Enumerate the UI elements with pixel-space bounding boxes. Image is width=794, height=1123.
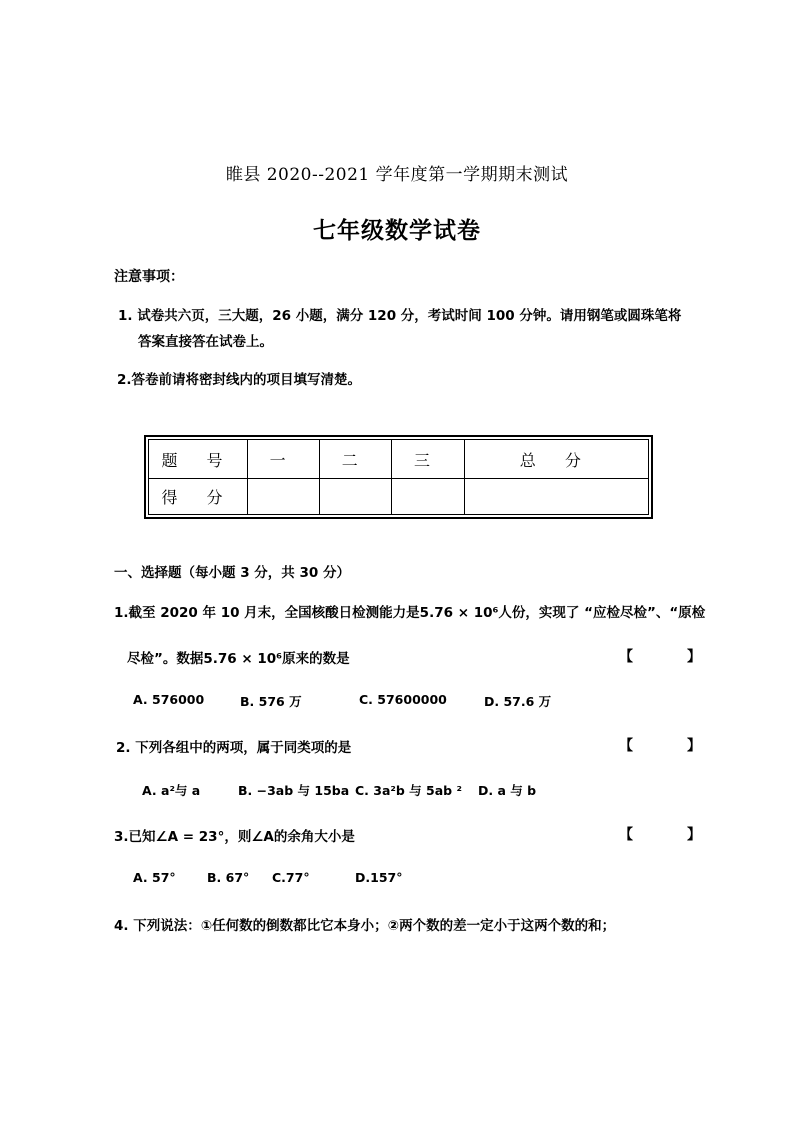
score-table-header-total: 总 分 bbox=[464, 440, 648, 479]
score-table bbox=[144, 435, 653, 519]
question-1-option-a: A. 576000 bbox=[133, 692, 205, 707]
note-item-1: 1. 试卷共六页，三大题，26 小题，满分 120 分，考试时间 100 分钟。请用钢笔或圆珠笔将 bbox=[118, 308, 682, 324]
score-table-header-1: 一 bbox=[248, 440, 320, 479]
question-1-option-b: B. 576 万 bbox=[240, 694, 302, 709]
answer-bracket-2: 【 】 bbox=[619, 738, 721, 754]
question-1-line-2: 尽检”。数据5.76 × 10⁶原来的数是 bbox=[127, 651, 350, 667]
answer-bracket-1: 【 】 bbox=[619, 649, 721, 665]
question-4-line-1: 4. 下列说法：①任何数的倒数都比它本身小；②两个数的差一定小于这两个数的和； bbox=[114, 918, 616, 934]
score-cell-1[interactable] bbox=[248, 479, 320, 515]
score-table-header-label: 题 号 bbox=[149, 440, 248, 479]
question-2-option-c: C. 3a²b 与 5ab ² bbox=[355, 783, 462, 798]
score-cell-3[interactable] bbox=[392, 479, 464, 515]
score-cell-2[interactable] bbox=[320, 479, 392, 515]
question-1-option-d: D. 57.6 万 bbox=[484, 694, 552, 709]
question-3-option-a: A. 57° bbox=[133, 870, 176, 885]
answer-bracket-3: 【 】 bbox=[619, 827, 721, 843]
score-table-row-label: 得 分 bbox=[149, 479, 248, 515]
question-3-option-d: D.157° bbox=[355, 870, 403, 885]
score-table-header-2: 二 bbox=[320, 440, 392, 479]
score-table-header-3: 三 bbox=[392, 440, 464, 479]
question-2-option-d: D. a 与 b bbox=[478, 783, 537, 798]
question-2-option-b: B. −3ab 与 15ba bbox=[238, 783, 350, 798]
question-3-option-c: C.77° bbox=[272, 870, 310, 885]
question-1-option-c: C. 57600000 bbox=[359, 692, 447, 707]
note-item-1-continued: 答案直接答在试卷上。 bbox=[138, 334, 273, 350]
section-1-heading: 一、选择题（每小题 3 分，共 30 分） bbox=[114, 565, 350, 581]
question-1-line-1: 1.截至 2020 年 10 月末，全国核酸日检测能力是5.76 × 10⁶人份，实现了 “应检尽检”、“原检 bbox=[114, 605, 706, 621]
notes-heading: 注意事项： bbox=[114, 269, 184, 285]
question-2-line-1: 2. 下列各组中的两项，属于同类项的是 bbox=[116, 740, 352, 756]
question-2-option-a: A. a²与 a bbox=[142, 783, 201, 798]
note-item-2: 2.答卷前请将密封线内的项目填写清楚。 bbox=[117, 372, 362, 388]
exam-subtitle: 七年级数学试卷 bbox=[313, 217, 481, 244]
question-3-option-b: B. 67° bbox=[207, 870, 250, 885]
exam-title: 睢县 2020--2021 学年度第一学期期末测试 bbox=[225, 165, 569, 185]
score-cell-total[interactable] bbox=[464, 479, 648, 515]
question-3-line-1: 3.已知∠A = 23°，则∠A的余角大小是 bbox=[114, 829, 355, 845]
